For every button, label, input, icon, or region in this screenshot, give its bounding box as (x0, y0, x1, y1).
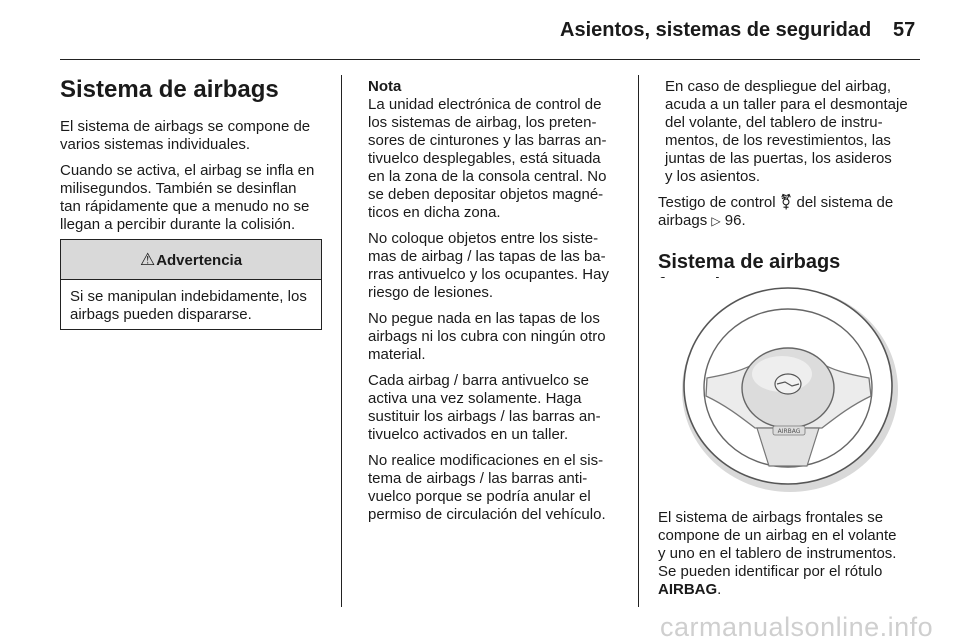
paragraph-front-airbags (658, 509, 922, 599)
text-fragment: . (717, 581, 722, 598)
text-line: sores de cinturones y las barras an- (368, 132, 607, 149)
text-line: mas de airbag / las tapas de las ba- (368, 248, 606, 265)
text-line: No realice modificaciones en el sis- (368, 452, 604, 469)
front-airbags-description (658, 509, 922, 607)
text-line: en la zona de la consola central. No (368, 168, 607, 185)
text-line (658, 212, 922, 230)
text-line: vuelco porque se podría anular el (368, 488, 591, 505)
paragraph-covers (368, 310, 630, 364)
right-column (658, 78, 922, 298)
text-line: La unidad electrónica de control de (368, 96, 602, 113)
warning-text (61, 280, 321, 332)
warning-title: Advertencia (156, 252, 243, 269)
text-line: llegan a percibir durante la colisión. (60, 216, 296, 233)
text-line: permiso de circulación del vehículo. (368, 506, 606, 523)
text-line: tan rápidamente que a menudo no se (60, 198, 310, 215)
paragraph-objects (368, 230, 630, 302)
text-line: mentos, de los revestimientos, las (665, 132, 891, 149)
airbag-label-text: AIRBAG (777, 428, 801, 435)
text-line: los sistemas de airbag, los preten- (368, 114, 597, 131)
text-line: En caso de despliegue del airbag, (665, 78, 891, 95)
column-divider-right (638, 75, 639, 607)
paragraph-modifications (368, 452, 630, 524)
text-line: tivuelco desplegables, está situada (368, 150, 601, 167)
text-line: Si se manipulan indebidamente, (70, 288, 284, 305)
warning-box (60, 239, 322, 330)
text-line: sustituir los airbags / las barras an- (368, 408, 601, 425)
page-number: 57 (893, 19, 916, 41)
column-divider-left (341, 75, 342, 607)
paragraph-intro (60, 118, 330, 154)
warning-header (61, 240, 321, 280)
text-line: tivuelco activados en un taller. (368, 426, 569, 443)
paragraph-single-use (368, 372, 630, 444)
text-line: acuda a un taller para el desmontaje (665, 96, 908, 113)
airbag-warning-light-icon: ⚧ (779, 194, 793, 211)
text-line: El sistema de airbags frontales se (658, 509, 884, 526)
text-line: Se pueden identificar por el rótulo (658, 563, 883, 580)
text-line: y uno en el tablero de instrumentos. (658, 545, 897, 562)
text-line: juntas de las puertas, los asideros (665, 150, 892, 167)
text-line: No coloque objetos entre los siste- (368, 230, 599, 247)
left-column (60, 76, 330, 242)
text-line (658, 194, 922, 212)
page-reference[interactable]: 96. (724, 212, 746, 229)
airbag-label-reference: AIRBAG (658, 581, 718, 598)
text-line: los airbags pueden dispararse. (70, 288, 307, 323)
section-title-front-airbags: Sistema de airbags (658, 251, 841, 273)
text-line: del volante, del tablero de instru- (665, 114, 883, 131)
text-line: Cuando se activa, el airbag se infla en (60, 162, 315, 179)
steering-wheel-illustration (682, 288, 898, 492)
text-line: Cada airbag / barra antivuelco se (368, 372, 589, 389)
text-line: tema de airbags / las barras anti- (368, 470, 588, 487)
text-line: se deben depositar objetos magné- (368, 186, 604, 203)
text-line: rras antivuelco y los ocupantes. Hay (368, 266, 609, 283)
text-line: activa una vez solamente. Haga (368, 390, 582, 407)
watermark: carmanualsonline.info (660, 612, 934, 642)
text-line: varios sistemas individuales. (60, 136, 251, 153)
section-title-airbags: Sistema de airbags (60, 76, 279, 103)
running-header-title: Asientos, sistemas de seguridad (560, 19, 872, 41)
note-block (368, 78, 630, 222)
steering-wheel-figure (657, 278, 919, 498)
note-title: Nota (368, 78, 402, 95)
text-line: material. (368, 346, 426, 363)
warning-icon: ⚠ (139, 250, 156, 269)
text-line: compone de un airbag en el volante (658, 527, 897, 544)
page-reference-arrow-icon: ▷ (711, 214, 721, 228)
text-line: milisegundos. También se desinflan (60, 180, 297, 197)
text-line: riesgo de lesiones. (368, 284, 494, 301)
text-line: airbags ni los cubra con ningún otro (368, 328, 606, 345)
text-line: El sistema de airbags se compone de (60, 118, 311, 135)
text-line (658, 581, 922, 599)
text-line: ticos en dicha zona. (368, 204, 501, 221)
text-line: No pegue nada en las tapas de los (368, 310, 600, 327)
text-line: y los asientos. (665, 168, 761, 185)
header-rule (60, 59, 920, 60)
middle-column (368, 78, 630, 532)
text-fragment: del sistema de (796, 194, 894, 211)
text-fragment: airbags (658, 212, 708, 229)
paragraph-deployment (658, 78, 922, 186)
paragraph-activation (60, 162, 330, 234)
paragraph-warning-light (658, 194, 922, 230)
text-fragment: Testigo de control (658, 194, 776, 211)
